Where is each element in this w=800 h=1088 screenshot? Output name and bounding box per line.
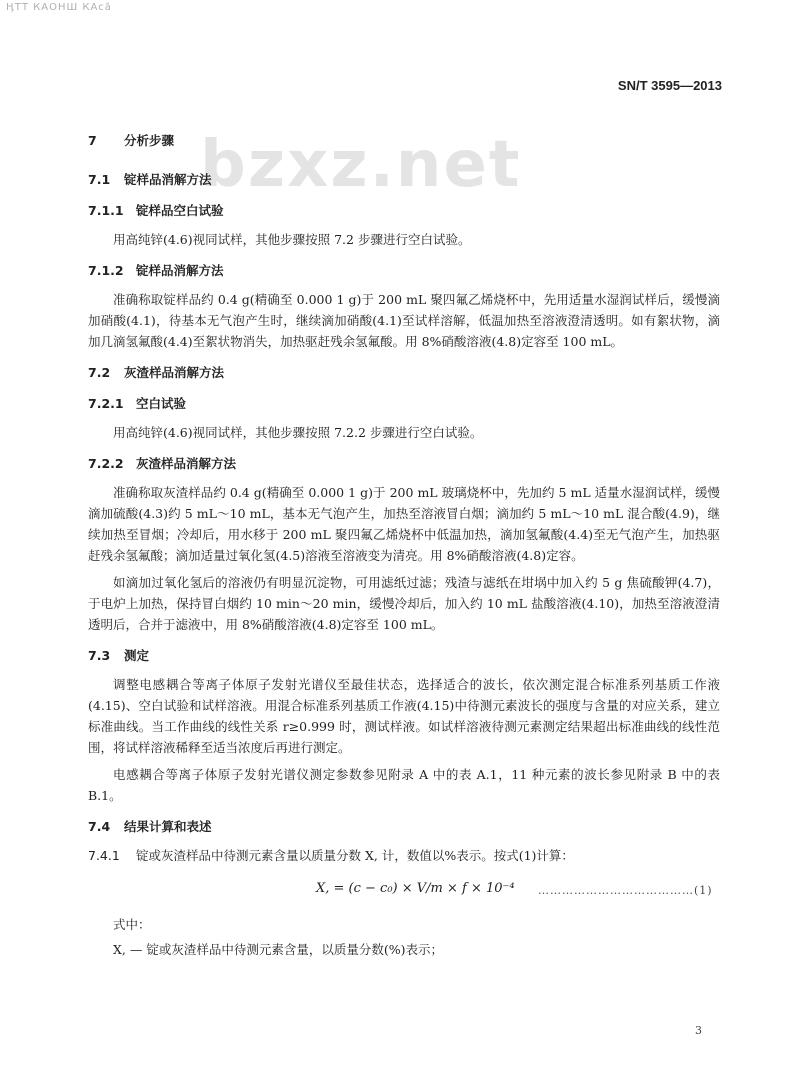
section-7-2-heading: 7.2 灰渣样品消解方法 xyxy=(88,365,225,380)
top-mark: ӉТТ КАОНШ КАсă xyxy=(6,2,112,13)
document-body xyxy=(88,130,720,964)
section-7-2-1-text: 用高纯锌(4.6)视同试样，其他步骤按照 7.2.2 步骤进行空白试验。 xyxy=(113,425,483,440)
formula-1 xyxy=(88,872,720,910)
section-7-1-1-text: 用高纯锌(4.6)视同试样，其他步骤按照 7.2 步骤进行空白试验。 xyxy=(113,232,471,247)
section-7-1-1-heading: 7.1.1 锭样品空白试验 xyxy=(88,203,224,218)
section-7-2-2-text-1: 准确称取灰渣样品约 0.4 g(精确至 0.000 1 g)于 200 mL 玻璃烧杯中，先加约 5 mL 适量水湿润试样，缓慢滴加硫酸(4.3)约 5 mL～10 mL，基本无气泡产生，加热至溶液冒白烟；滴加约 5 mL～10 mL 混合酸(4.9)，继续加热至冒烟；冷却后，用水移于 200 mL 聚四氟乙烯烧杯中低温加热，滴加氢氟酸(4.4)至无气泡产生，加热驱赶残余氢氟酸；滴加适量过氧化氢(4.5)溶液至溶液变为清亮。用 8%硝酸溶液(4.8)定容。 xyxy=(88,485,720,563)
section-7-2-1-heading: 7.2.1 空白试验 xyxy=(88,396,187,411)
page-number: 3 xyxy=(695,1024,702,1037)
section-7-3-text-2: 电感耦合等离子体原子发射光谱仪测定参数参见附录 A 中的表 A.1，11 种元素的波长参见附录 B 中的表 B.1。 xyxy=(88,767,720,803)
formula-expression: X, = (c − c₀) × V/m × f × 10⁻⁴ xyxy=(316,881,515,896)
section-7-4-1-text: 锭或灰渣样品中待测元素含量以质量分数 X, 计，数值以%表示。按式(1)计算： xyxy=(136,848,574,863)
section-7-3-text-1: 调整电感耦合等离子体原子发射光谱仪至最佳状态，选择适合的波长，依次测定混合标准系列基质工作液(4.15)、空白试验和试样溶液。用混合标准系列基质工作液(4.15)中待测元素波长的强度与含量的对应关系，建立标准曲线。当工作曲线的线性关系 r≥0.999 时，测试样液。如试样溶液待测元素测定结果超出标准曲线的线性范围，将试样溶液稀释至适当浓度后再进行测定。 xyxy=(88,677,720,755)
section-7-2-2-heading: 7.2.2 灰渣样品消解方法 xyxy=(88,456,237,471)
standard-code: SN/T 3595—2013 xyxy=(617,78,722,93)
section-7-1-heading: 7.1 锭样品消解方法 xyxy=(88,172,212,187)
watermark: bzxz.net xyxy=(200,128,522,202)
section-7-1-2-text: 准确称取锭样品约 0.4 g(精确至 0.000 1 g)于 200 mL 聚四氟乙烯烧杯中，先用适量水湿润试样后，缓慢滴加硝酸(4.1)，待基本无气泡产生时，继续滴加硝酸(4.1)至试样溶解，低温加热至溶液澄清透明。如有絮状物，滴加几滴氢氟酸(4.4)至絮状物消失，加热驱赶残余氢氟酸。用 8%硝酸溶液(4.8)定容至 100 mL。 xyxy=(88,292,720,349)
section-7-2-2-text-2: 如滴加过氧化氢后的溶液仍有明显沉淀物，可用滤纸过滤；残渣与滤纸在坩埚中加入约 5 g 焦硫酸钾(4.7)，于电炉上加热，保持冒白烟约 10 min～20 min，缓慢冷却后，加入约 10 mL 盐酸溶液(4.10)，加热至溶液澄清透明后，合并于滤液中，用 8%硝酸溶液(4.8)定容至 100 mL。 xyxy=(88,575,720,632)
section-7-3-heading: 7.3 测定 xyxy=(88,648,150,663)
variable-definition: X, — 锭或灰渣样品中待测元素含量，以质量分数(%)表示； xyxy=(113,942,443,957)
formula-number: …………………………………(1) xyxy=(538,884,713,897)
section-7-4-1: 7.4.1 锭或灰渣样品中待测元素含量以质量分数 X, 计，数值以%表示。按式(1)计算： xyxy=(88,848,574,863)
section-7-4-heading: 7.4 结果计算和表述 xyxy=(88,819,212,834)
section-7-heading: 7 分析步骤 xyxy=(88,133,175,148)
section-7-1-2-heading: 7.1.2 锭样品消解方法 xyxy=(88,263,224,278)
where-label: 式中： xyxy=(113,917,151,932)
